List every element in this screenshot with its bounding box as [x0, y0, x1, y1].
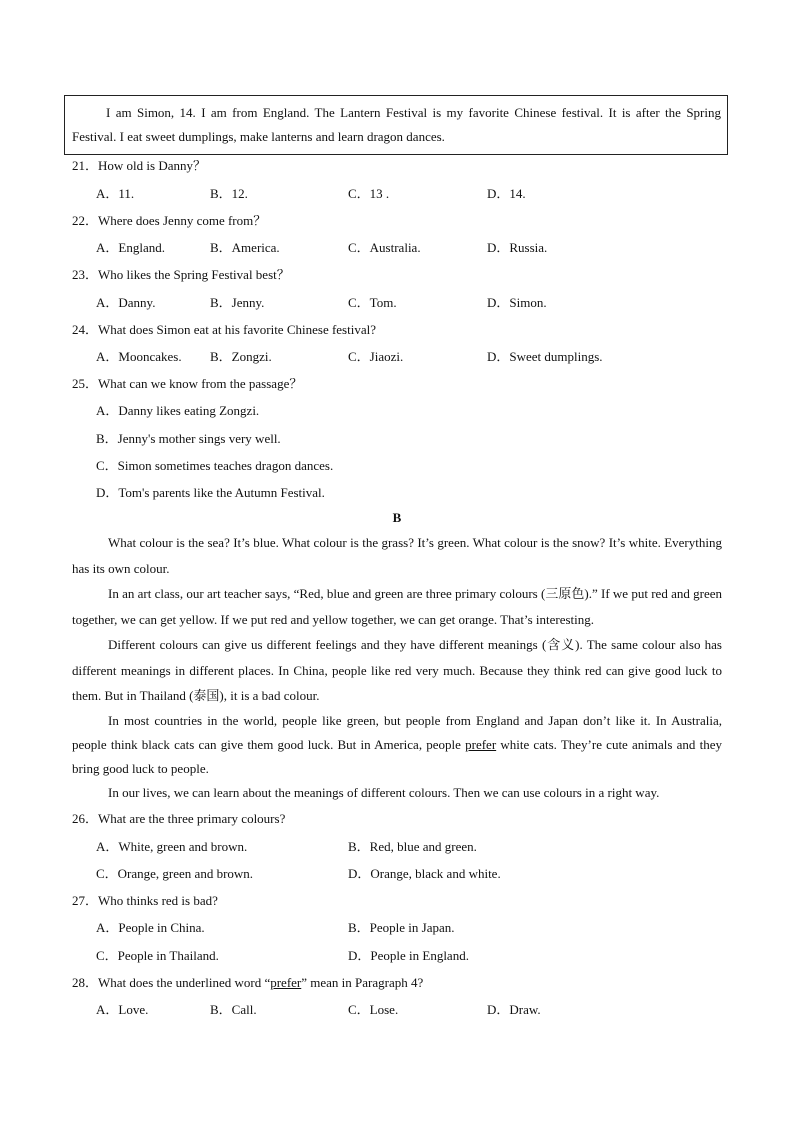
- option-24-a: A．Mooncakes.: [96, 349, 182, 364]
- option-21-d: D．14.: [487, 186, 526, 201]
- passage-text: In most countries in the world, people like green, but people from England and Japan don’t like it. In Australia, people think black cats can give them good luck. But in America, people: [72, 712, 722, 752]
- question-number: 27．: [72, 893, 99, 908]
- option-28-a: A．Love.: [96, 1002, 149, 1017]
- question-text: Where does Jenny come from？: [98, 213, 267, 228]
- question-text: How old is Danny？: [98, 158, 206, 173]
- option-21-a: A．11.: [96, 186, 135, 201]
- option-22-b: B．America.: [210, 240, 280, 255]
- question-25: [72, 375, 302, 393]
- option-24-d: D．Sweet dumplings.: [487, 349, 603, 364]
- option-21-b: B．12.: [210, 186, 248, 201]
- option-27-a: A．People in China.: [96, 920, 205, 935]
- option-25-b: B．Jenny's mother sings very well.: [96, 431, 281, 446]
- underlined-word: prefer: [465, 736, 497, 752]
- question-26: [72, 810, 285, 828]
- option-26-c: C．Orange, green and brown.: [96, 866, 254, 881]
- question-24: [72, 321, 376, 339]
- passage-text: white cats. They’re cute animals and they bring good luck to people.: [72, 736, 722, 776]
- option-24-b: B．Zongzi.: [210, 349, 272, 364]
- question-text: What are the three primary colours?: [98, 811, 286, 826]
- option-27-c: C．People in Thailand.: [96, 948, 219, 963]
- question-27: [72, 892, 218, 910]
- question-text: What does Simon eat at his favorite Chinese festival?: [98, 322, 376, 337]
- passage-paragraph-4: [72, 709, 722, 781]
- question-28: [72, 974, 423, 992]
- question-21: [72, 157, 206, 175]
- underlined-word: prefer: [270, 975, 302, 990]
- option-22-d: D．Russia.: [487, 240, 548, 255]
- question-number: 22．: [72, 213, 99, 228]
- question-22: [72, 212, 266, 230]
- option-23-c: C．Tom.: [348, 295, 397, 310]
- question-text: Who likes the Spring Festival best？: [98, 267, 290, 282]
- option-21-c: C．13 .: [348, 186, 390, 201]
- option-22-c: C．Australia.: [348, 240, 421, 255]
- question-text: Who thinks red is bad?: [98, 893, 218, 908]
- simon-paragraph: I am Simon, 14. I am from England. The Lantern Festival is my favorite Chinese festival. It is after the Spring Festival. I eat sweet dumplings, make lanterns and learn dragon dances.: [72, 105, 721, 144]
- option-23-a: A．Danny.: [96, 295, 156, 310]
- question-number: 25．: [72, 376, 99, 391]
- option-28-c: C．Lose.: [348, 1002, 399, 1017]
- passage-paragraph-1: What colour is the sea? It’s blue. What colour is the grass? It’s green. What colour is the snow? It’s white. Everything has its own colour.: [72, 535, 722, 576]
- option-24-c: C．Jiaozi.: [348, 349, 404, 364]
- question-number: 28．: [72, 975, 99, 990]
- option-26-d: D．Orange, black and white.: [348, 866, 501, 881]
- option-26-b: B．Red, blue and green.: [348, 839, 477, 854]
- option-23-b: B．Jenny.: [210, 295, 265, 310]
- question-number: 21．: [72, 158, 99, 173]
- option-26-a: A．White, green and brown.: [96, 839, 248, 854]
- question-text: What can we know from the passage？: [98, 376, 303, 391]
- option-27-b: B．People in Japan.: [348, 920, 455, 935]
- option-25-a: A．Danny likes eating Zongzi.: [96, 403, 260, 418]
- option-27-d: D．People in England.: [348, 948, 469, 963]
- question-number: 23．: [72, 267, 99, 282]
- passage-paragraph-2: In an art class, our art teacher says, “Red, blue and green are three primary colours (三原色).” If we put red and green together, we can get yellow. If we put red and yellow together, we can get orange. That’s interesting.: [72, 586, 722, 627]
- question-number: 24．: [72, 322, 99, 337]
- option-28-b: B．Call.: [210, 1002, 257, 1017]
- passage-paragraph-5: In our lives, we can learn about the meanings of different colours. Then we can use colours in a right way.: [108, 784, 660, 800]
- passage-paragraph-3: Different colours can give us different feelings and they have different meanings (含义). The same colour also has different meanings in different places. In China, people like red very much. Because they think red can give good luck to them. But in Thailand (泰国), it is a bad colour.: [72, 637, 722, 703]
- question-text: What does the underlined word “: [98, 975, 271, 990]
- question-number: 26．: [72, 811, 99, 826]
- option-22-a: A．England.: [96, 240, 165, 255]
- simon-text-box: [64, 95, 728, 155]
- option-25-c: C．Simon sometimes teaches dragon dances.: [96, 458, 334, 473]
- passage-b: [72, 530, 722, 805]
- option-25-d: D．Tom's parents like the Autumn Festival.: [96, 485, 325, 500]
- option-23-d: D．Simon.: [487, 295, 547, 310]
- option-28-d: D．Draw.: [487, 1002, 541, 1017]
- question-text: ” mean in Paragraph 4?: [301, 975, 424, 990]
- question-23: [72, 266, 290, 284]
- section-b-heading: B: [392, 510, 402, 525]
